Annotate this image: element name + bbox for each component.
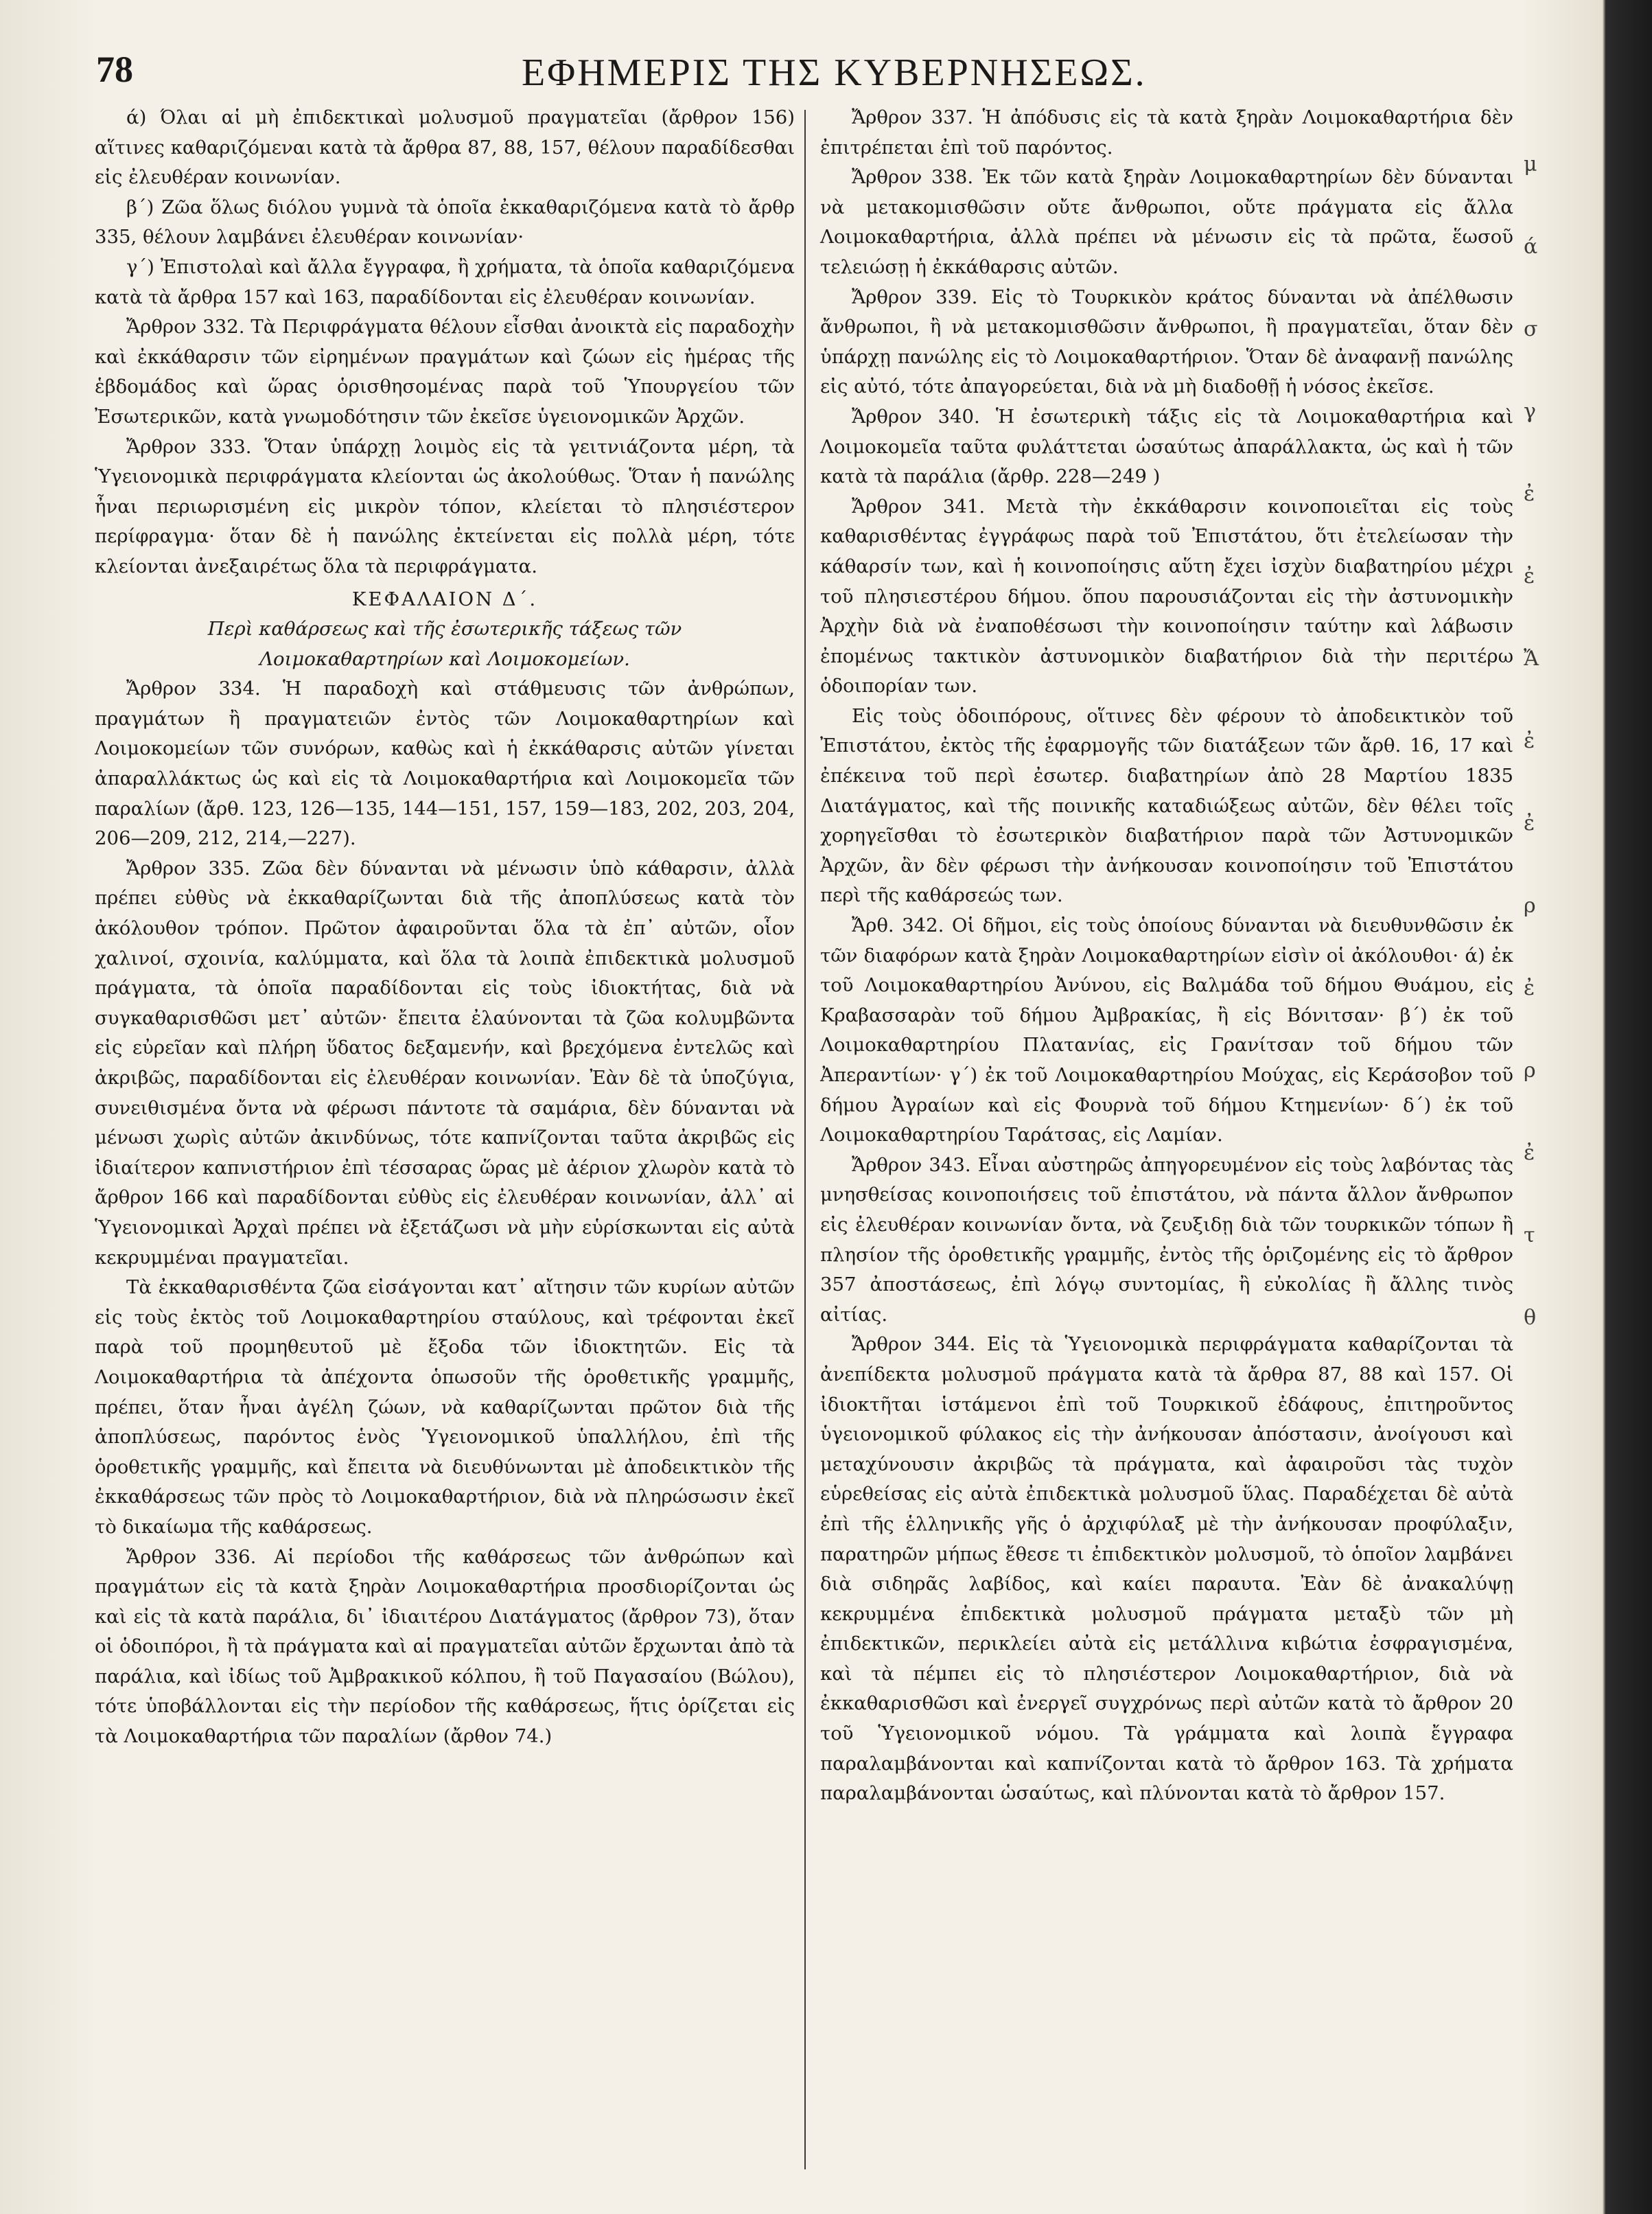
edge-fragment: ἐ [1524,1141,1535,1165]
edge-fragment: ἐ [1524,564,1535,588]
edge-fragment: ἐ [1524,482,1535,506]
page-header [96,41,1496,103]
article-333: Ἄρθρον 333. Ὅταν ὑπάρχῃ λοιμὸς εἰς τὰ γειτνιάζοντα μέρη, τὰ Ὑγειονομικὰ περιφράγματα κλείονται ὡς ἀκολούθως. Ὅταν ἡ πανώλης ἦναι περιωρισμένη εἰς μικρὸν τόπον, κλείεται τὸ πλησιέστερον περίφραγμα· ὅταν δὲ ἡ πανώλης ἐκτείνεται εἰς πολλὰ μέρη, τότε κλείονται ἀνεξαιρέτως ὅλα τὰ περιφράγματα. [95,435,795,577]
column-divider [804,110,806,2169]
article-344: Ἄρθρον 344. Εἰς τὰ Ὑγειονομικὰ περιφράγματα καθαρίζονται τὰ ἀνεπίδεκτα μολυσμοῦ πράγματα κατὰ τὰ ἄρθρα 87, 88 καὶ 157. Οἱ ἰδιοκτῆται ἱστάμενοι ἐπὶ τοῦ Τουρκικοῦ ἐδάφους, ἐπιτηροῦντος ὑγειονομικοῦ φύλακος εἰς τὴν ἀνήκουσαν ἀπόστασιν, ἀνοίγουσι καὶ μεταχύνουσιν ἀκριβῶς τὰ πράγματα, καὶ ἀφαιροῦσι τὰς τυχὸν εὑρεθείσας εἰς αὐτὰ ἐπιδεκτικὰ μολυσμοῦ ὕλας. Παραδέχεται δὲ αὐτὰ ἐπὶ τῆς ἑλληνικῆς γῆς ὁ ἀρχιφύλαξ μὲ τὴν ἀνήκουσαν προφύλαξιν, παρατηρῶν μήπως ἔθεσε τι ἐπιδεκτικὸν μολυσμοῦ, τὸ ὁποῖον λαμβάνει διὰ σιδηρᾶς λαβίδος, καὶ καίει παραυτα. Ἐὰν δὲ ἀνακαλύψῃ κεκρυμμένα ἐπιδεκτικὰ μολυσμοῦ πράγματα μεταξὺ τῶν μὴ ἐπιδεκτικῶν, περικλείει αὐτὰ εἰς μετάλλινα κιβώτια ἐσφραγισμένα, καὶ τὰ πέμπει εἰς τὸ πλησιέστερον Λοιμοκαθαρτήριον, διὰ νὰ ἐκκαθαρισθῶσι καὶ ἐνεργεῖ συγχρόνως περὶ αὐτῶν κατὰ τὸ ἄρθρον 20 τοῦ Ὑγειονομικοῦ νόμου. Τὰ γράμματα καὶ λοιπὰ ἔγγραφα παραλαμβάνονται καὶ καπνίζονται κατὰ τὸ ἄρθρον 163. Τὰ χρήματα παραλαμβάνονται ὡσαύτως, καὶ πλύνονται κατὰ τὸ ἄρθρον 157. [820,1333,1513,1805]
article-342: Ἄρθ. 342. Οἱ δῆμοι, εἰς τοὺς ὁποίους δύνανται νὰ διευθυνθῶσιν ἐκ τῶν διαφόρων κατὰ ξηρὰν Λοιμοκαθαρτηρίων εἰσὶν οἱ ἀκόλουθοι· ά) ἐκ τοῦ Λοιμοκαθαρτηρίου Ἀνύνου, εἰς Βαλμάδα τοῦ δήμου Θυάμου, εἰς Κραβασσαρὰν τοῦ δήμου Ἀμβρακίας, ἢ εἰς Βόνιτσαν· β΄) ἐκ τοῦ Λοιμοκαθαρτηρίου Πλατανίας, εἰς Γρανίτσαν τοῦ δήμου τῶν Ἀπεραντίων· γ΄) ἐκ τοῦ Λοιμοκαθαρτηρίου Μούχας, εἰς Κεράσοβον τοῦ δήμου Ἀγραίων καὶ εἰς Φουρνὰ τοῦ δήμου Κτημενίων· δ΄) ἐκ τοῦ Λοιμοκαθαρτηρίου Ταράτσας, εἰς Λαμίαν. [820,914,1513,1146]
page-number: 78 [96,49,133,90]
edge-fragment: γ [1524,400,1536,424]
article-332: Ἄρθρον 332. Τὰ Περιφράγματα θέλουν εἶσθαι ἀνοικτὰ εἰς παραδοχὴν καὶ ἐκκάθαρσιν τῶν εἰρημένων πραγμάτων καὶ ζώων εἰς ἡμέρας τῆς ἑβδομάδος καὶ ὥρας ὁρισθησομένας παρὰ τοῦ Ὑπουργείου τῶν Ἐσωτερικῶν, κατὰ γνωμοδότησιν τῶν ἐκεῖσε ὑγειονομικῶν Ἀρχῶν. [95,316,795,428]
article-336: Ἄρθρον 336. Αἱ περίοδοι τῆς καθάρσεως τῶν ἀνθρώπων καὶ πραγμάτων εἰς τὰ κατὰ ξηρὰν Λοιμοκαθαρτήρια προσδιορίζονται ὡς καὶ εἰς τὰ κατὰ παράλια, δι᾽ ἰδιαιτέρου Διατάγματος (ἄρθρον 73), ὅταν οἱ ὁδοιπόροι, ἢ τὰ πράγματα καὶ αἱ πραγματεῖαι αὐτῶν ἔρχωνται ἀπὸ τὰ παράλια, καὶ ἰδίως τοῦ Ἀμβρακικοῦ κόλπου, ἢ τοῦ Παγασαίου (Βώλου), τότε ὑποβάλλονται εἰς τὴν περίοδον τῆς καθάρσεως, ἥτις ὁρίζεται εἰς τὰ Λοιμοκαθαρτήρια τῶν παραλίων (ἄρθον 74.) [95,1545,795,1748]
paragraph: γ΄) Ἐπιστολαὶ καὶ ἄλλα ἔγγραφα, ἢ χρήματα, τὰ ὁποῖα καθαριζόμενα κατὰ τὰ ἄρθρα 157 καὶ 163, παραδίδονται εἰς ἐλευθέραν κοινωνίαν. [95,255,795,308]
edge-fragment: ἐ [1524,976,1535,1000]
edge-fragment: ά [1524,235,1538,259]
article-343: Ἄρθρον 343. Εἶναι αὐστηρῶς ἀπηγορευμένον εἰς τοὺς λαβόντας τὰς μνησθείσας κοινοποιήσεις τοῦ ἐπιστάτου, νὰ πάντα ἄλλον ἄνθρωπον εἰς ἐλευθέραν κοινωνίαν ὄντα, νὰ ζευξιδῃ διὰ τῶν τουρκικῶν τόπων ἢ πλησίον τῆς ὁροθετικῆς γραμμῆς, ἐντὸς τῆς ὁριζομένης εἰς τὸ ἄρθρον 357 ἀποστάσεως, ἐπὶ λόγῳ συντομίας, ἢ εὐκολίας ἢ ἄλλης τινὸς αἰτίας. [820,1153,1513,1326]
paragraph: ά) Όλαι αἱ μὴ ἐπιδεκτικαὶ μολυσμοῦ πραγματεῖαι (ἄρθρον 156) αἵτινες καθαριζόμεναι κατὰ τὰ ἄρθρα 87, 88, 157, θέλουν παραδίδεσθαι εἰς ἐλευθέραν κοινωνίαν. [95,106,795,189]
edge-fragment: μ [1524,152,1537,176]
running-title: ΕΦΗΜΕΡΙΣ ΤΗΣ ΚΥΒΕΡΝΗΣΕΩΣ. [522,51,1147,94]
paragraph: Εἰς τοὺς ὁδοιπόρους, οἵτινες δὲν φέρουν τὸ ἀποδεικτικὸν τοῦ Ἐπιστάτου, ἐκτὸς τῆς ἐφαρμογῆς τῶν διατάξεων τῶν ἄρθ. 16, 17 καὶ ἐπέκεινα τοῦ περὶ ἐσωτερ. διαβατηρίων ἀπὸ 28 Μαρτίου 1835 Διατάγματος, καὶ τῆς ποινικῆς καταδιώξεως αὐτῶν, δὲν θέλει τοῖς χορηγεῖσθαι τὸ ἐσωτερικὸν διαβατήριον παρὰ τῶν Ἀστυνομικῶν Ἀρχῶν, ἂν δὲν φέρωσι τὴν ἀνήκουσαν κοινοποίησιν τοῦ Ἐπιστάτου περὶ τῆς καθάρσεώς των. [820,704,1513,907]
paragraph: β΄) Ζῶα ὅλως διόλου γυμνὰ τὰ ὁποῖα ἐκκαθαριζόμενα κατὰ τὸ ἄρθρ 335, θέλουν λαμβάνει ἐλευθέραν κοινωνίαν· [95,196,795,249]
edge-fragment: θ [1524,1306,1537,1330]
adjacent-page-edge [1524,124,1551,1359]
edge-fragment: τ [1524,1223,1535,1247]
article-335: Ἄρθρον 335. Ζῶα δὲν δύνανται νὰ μένωσιν ὑπὸ κάθαρσιν, ἀλλὰ πρέπει εὐθὺς νὰ ἐκκαθαρίζωνται διὰ τῆς ἀποπλύσεως κατὰ τὸν ἀκόλουθον τρόπον. Πρῶτον ἀφαιροῦνται ὅλα τὰ ἐπ᾽ αὐτῶν, οἷον χαλινοί, σχοινία, καλύμματα, καὶ ὅλα τὰ λοιπὰ ἐπιδεκτικὰ μολυσμοῦ πράγματα, τὰ ὁποῖα παραδίδονται εἰς τοὺς ἰδιοκτήτας, διὰ νὰ συγκαθαρισθῶσι μετ᾽ αὐτῶν· ἔπειτα ἐλαύνονται τὰ ζῶα κολυμβῶντα εἰς εὐρεῖαν καὶ πλήρη ὕδατος δεξαμενήν, καὶ βρεχόμενα ἐντελῶς καὶ ἀκριβῶς, παραδίδονται εἰς ἐλευθέραν κοινωνίαν. Ἐὰν δὲ τὰ ὑποζύγια, συνειθισμένα ὄντα νὰ φέρωσι πάντοτε τὰ σαμάρια, δὲν δύνανται νὰ μένωσι χωρὶς αὐτῶν ἀκινδύνως, τότε καπνίζονται ταῦτα ἀκριβῶς εἰς ἰδιαίτερον καπνιστήριον ἐπὶ τέσσαρας ὥρας μὲ ἀέριον χλωρὸν κατὰ τὸ ἄρθρον 166 καὶ παραδίδονται εὐθὺς εἰς ἐλευθέραν κοινωνίαν, ἀλλ᾽ αἱ Ὑγειονομικαὶ Ἀρχαὶ πρέπει νὰ ἐξετάζωσι νὰ μὴν εὑρίσκωνται εἰς αὐτὰ κεκρυμμέναι πραγματεῖαι. [95,857,795,1269]
left-column [95,103,795,1752]
edge-fragment: σ [1524,317,1538,341]
edge-fragment: Ἄ [1524,647,1539,671]
edge-fragment: ἐ [1524,729,1535,753]
edge-fragment: ρ [1524,894,1536,918]
article-338: Ἄρθρον 338. Ἐκ τῶν κατὰ ξηρὰν Λοιμοκαθαρτηρίων δὲν δύνανται νὰ μετακομισθῶσιν οὔτε ἄνθρωποι, οὔτε πράγματα εἰς ἄλλα Λοιμοκαθαρτήρια, ἀλλὰ πρέπει νὰ μένωσιν εἰς τὰ πρῶτα, ἕωσοῦ τελειώσῃ ἡ ἐκκάθαρσις αὐτῶν. [820,166,1513,278]
edge-fragment: ρ [1524,1059,1536,1083]
chapter-subtitle: Περὶ καθάρσεως καὶ τῆς ἐσωτερικῆς τάξεως τῶν Λοιμοκαθαρτηρίων καὶ Λοιμοκομείων. [207,618,682,670]
paragraph: Τὰ ἐκκαθαρισθέντα ζῶα εἰσάγονται κατ᾽ αἴτησιν τῶν κυρίων αὐτῶν εἰς τοὺς ἐκτὸς τοῦ Λοιμοκαθαρτηρίου σταύλους, καὶ τρέφονται ἐκεῖ παρὰ τοῦ προμηθευτοῦ μὲ ἔξοδα τῶν ἰδιοκτητῶν. Εἰς τὰ Λοιμοκαθαρτήρια τὰ ἀπέχοντα ὁπωσοῦν τῆς ὁροθετικῆς γραμμῆς, πρέπει, ὅταν ἦναι ἀγέλη ζώων, νὰ καθαρίζωνται πρῶτον διὰ τῆς ἀποπλύσεως, παρόντος ἑνὸς Ὑγειονομικοῦ ὑπαλλήλου, ἐπὶ τῆς ὁροθετικῆς γραμμῆς, καὶ ἔπειτα νὰ διευθύνωνται μὲ ἀποδεικτικὸν τῆς ἐκκαθάρσεως τῶν πρὸς τὸ Λοιμοκαθαρτήριον, διὰ νὰ πληρώσωσιν ἐκεῖ τὸ δικαίωμα τῆς καθάρσεως. [95,1276,795,1538]
article-337: Ἄρθρον 337. Ἡ ἀπόδυσις εἰς τὰ κατὰ ξηρὰν Λοιμοκαθαρτήρια δὲν ἐπιτρέπεται ἐπὶ τοῦ παρόντος. [820,106,1513,159]
chapter-heading: ΚΕΦΑΛΑΙΟΝ Δ΄. [351,588,538,610]
article-339: Ἄρθρον 339. Εἰς τὸ Τουρκικὸν κράτος δύνανται νὰ ἀπέλθωσιν ἄνθρωποι, ἢ νὰ μετακομισθῶσιν ἄνθρωποι, ἢ πραγματεῖαι, ὅταν δὲν ὑπάρχῃ πανώλης εἰς τὸ Λοιμοκαθαρτήριον. Ὅταν δὲ ἀναφανῇ πανώλης εἰς αὐτό, τότε ἀπαγορεύεται, διὰ νὰ μὴ διαδοθῇ ἡ νόσος ἐκεῖσε. [820,286,1513,398]
article-340: Ἄρθρον 340. Ἡ ἐσωτερικὴ τάξις εἰς τὰ Λοιμοκαθαρτήρια καὶ Λοιμοκομεῖα ταῦτα φυλάττεται ὡσαύτως ἀπαράλλακτα, ὡς καὶ ἡ τῶν κατὰ τὰ παράλια (ἄρθρ. 228—249 ) [820,405,1513,488]
article-341: Ἄρθρον 341. Μετὰ τὴν ἐκκάθαρσιν κοινοποιεῖται εἰς τοὺς καθαρισθέντας ἐγγράφως παρὰ τοῦ Ἐπιστάτου, ὅτι ἐτελείωσαν τὴν κάθαρσίν των, καὶ ἡ κοινοποίησις αὕτη ἔχει ἰσχὺν διαβατηρίου μέχρι τοῦ πλησιεστέρου δήμου. ὅπου παρουσιάζονται εἰς τὴν ἀστυνομικὴν Ἀρχὴν διὰ νὰ ἐναποθέσωσι τὴν κοινοποίησιν ταύτην καὶ λάβωσιν ἐπομένως τακτικὸν ἀστυνομικὸν διαβατήριον διὰ τὴν περιτέρω ὁδοιπορίαν των. [820,495,1513,697]
right-column [820,103,1513,1809]
edge-fragment: ἐ [1524,811,1535,835]
article-334: Ἄρθρον 334. Ἡ παραδοχὴ καὶ στάθμευσις τῶν ἀνθρώπων, πραγμάτων ἢ πραγματειῶν ἐντὸς τῶν Λοιμοκαθαρτηρίων καὶ Λοιμοκομείων τῶν συνόρων, καθὼς καὶ ἡ ἐκκάθαρσις αὐτῶν γίνεται ἀπαραλλάκτως ὡς καὶ εἰς τὰ Λοιμοκαθαρτήρια καὶ Λοιμοκομεῖα τῶν παραλίων (ἄρθ. 123, 126—135, 144—151, 157, 159—183, 202, 203, 204, 206—209, 212, 214,—227). [95,678,795,850]
